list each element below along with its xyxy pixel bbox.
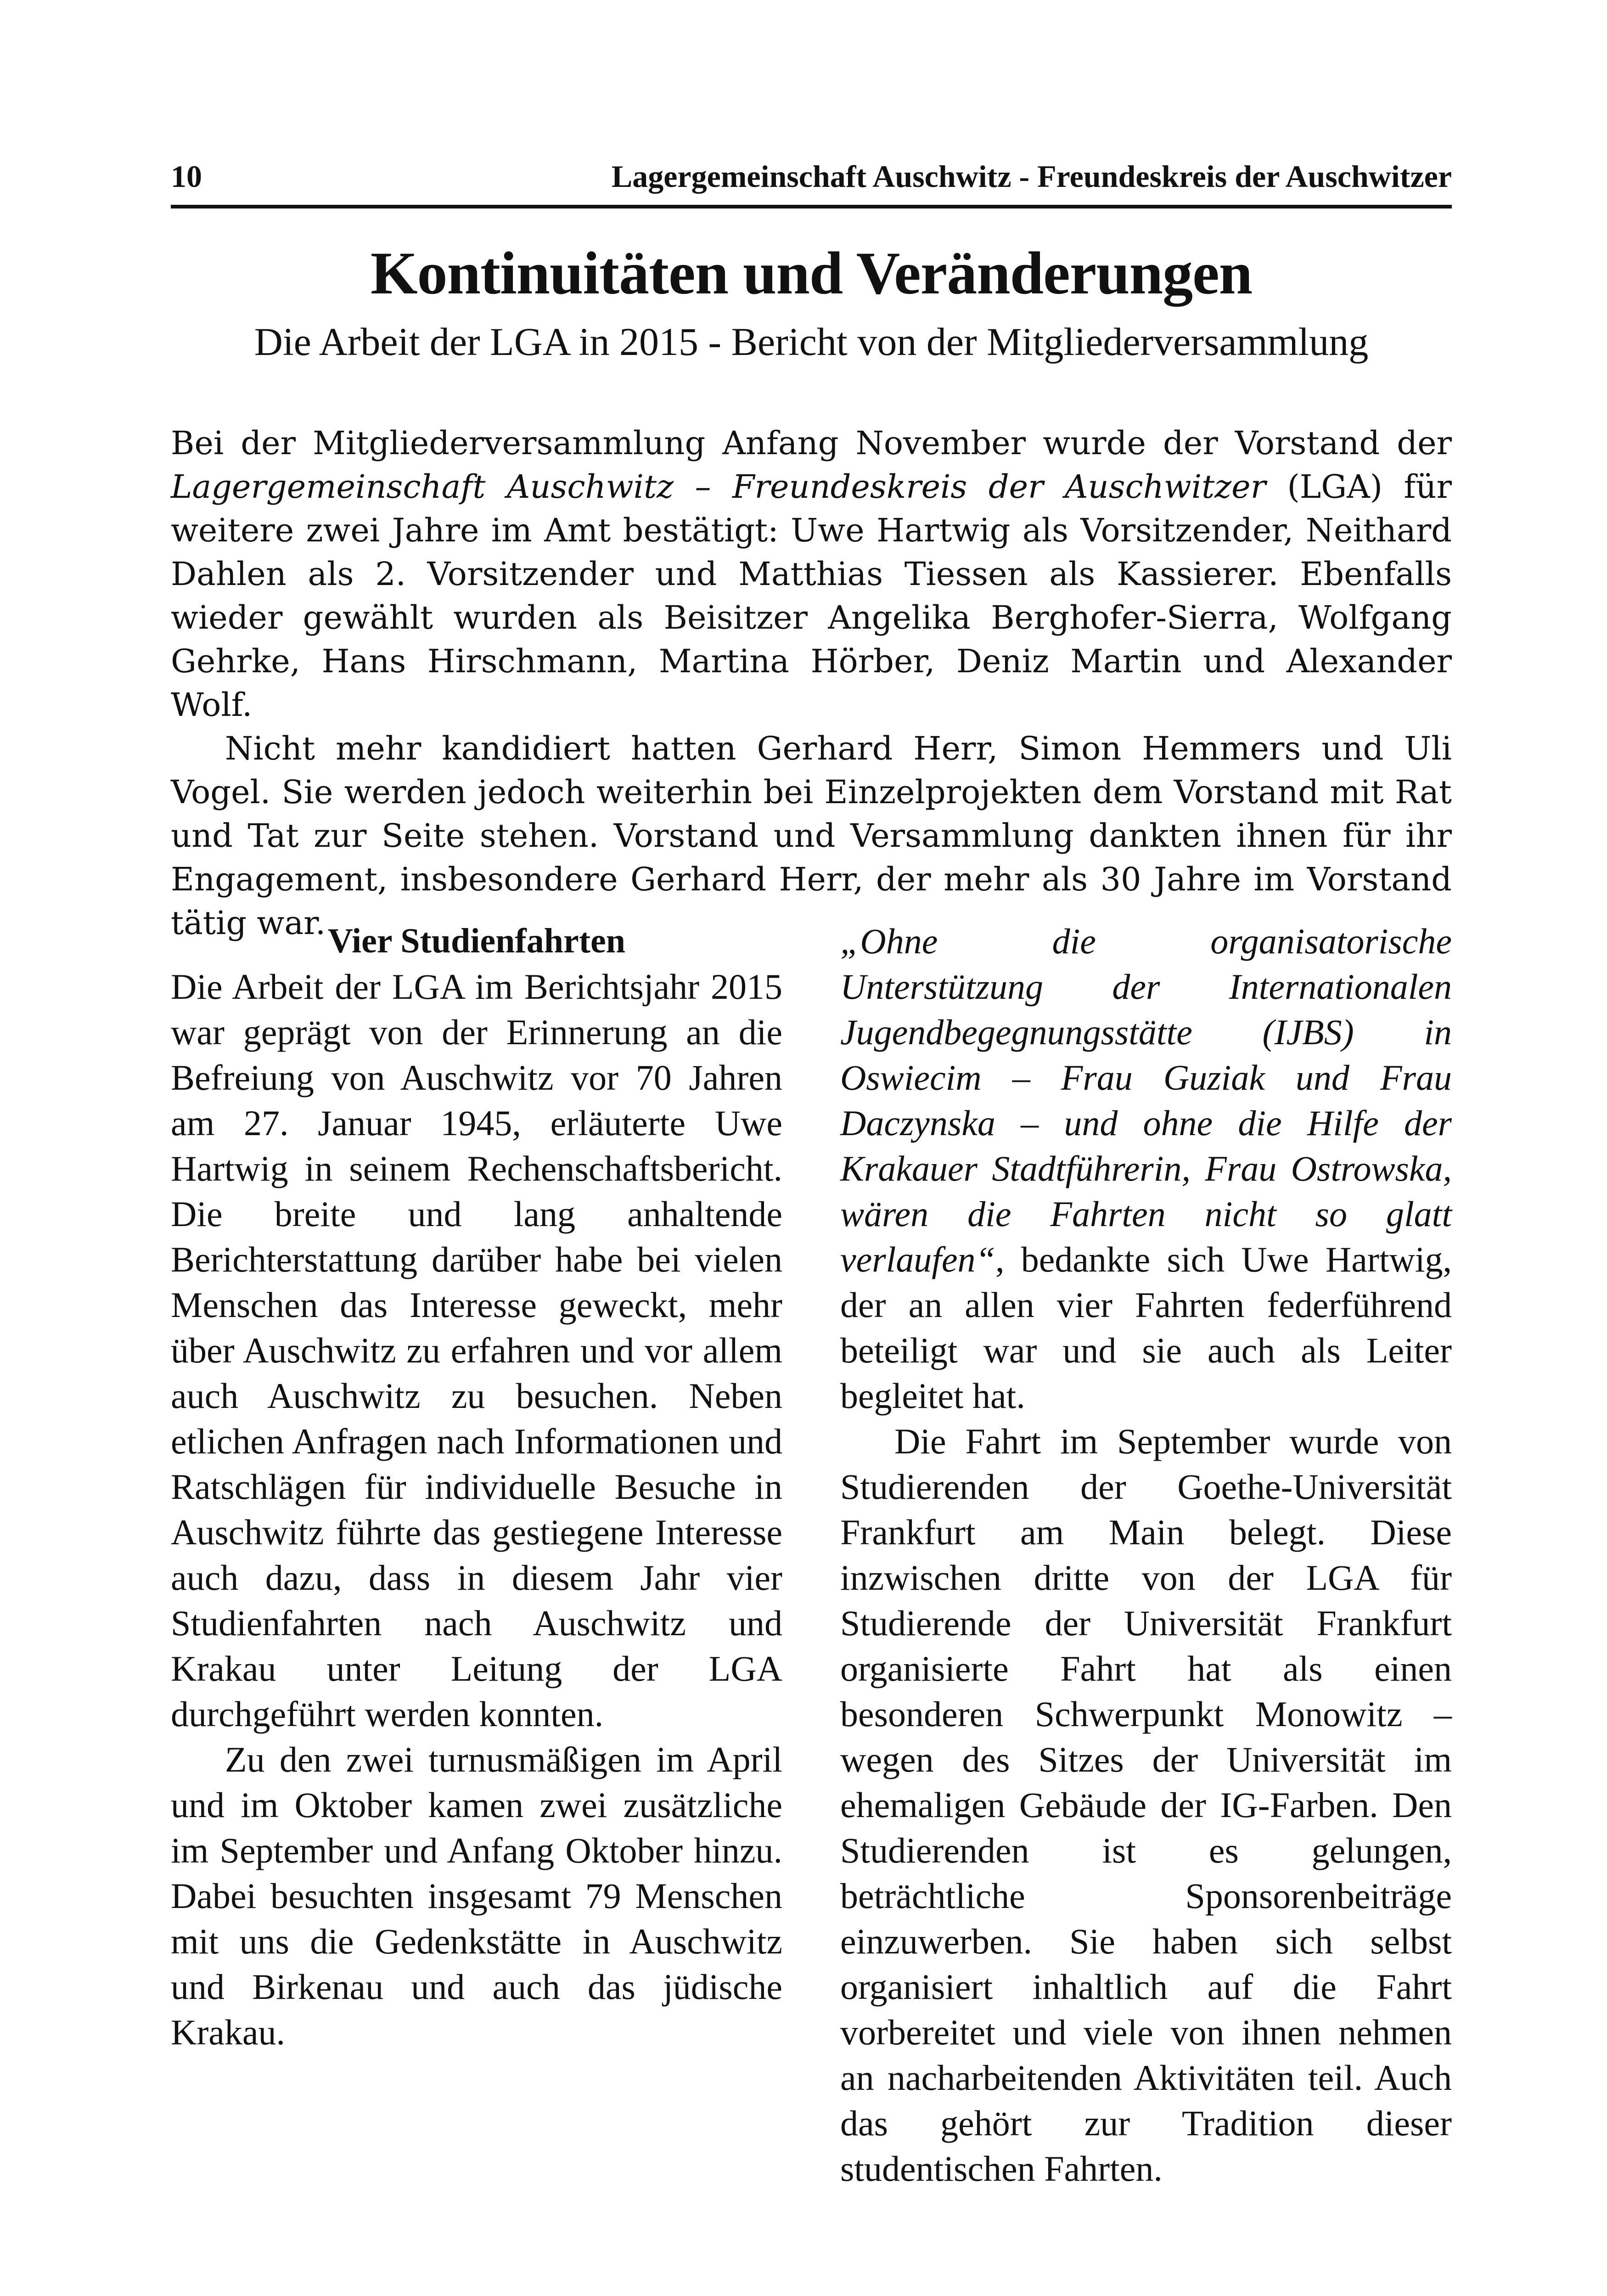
running-header: [171, 161, 1452, 192]
right-column: [840, 918, 1452, 2191]
lead-section: [171, 422, 1452, 945]
right-paragraph-2: Die Fahrt im September wurde von Studierenden der Goethe-Universität Frankfurt am Main belegt. Diese inzwischen dritte von der LGA für Studierende der Universität Frankfurt organisierte Fahrt hat als einen besonderen Schwerpunkt Monowitz – wegen des Sitzes der Universität im ehemaligen Gebäude der IG-Farben. Den Studierenden ist es gelungen, beträchtliche Sponsorenbeiträge einzuwerben. Sie haben sich selbst organisiert inhaltlich auf die Fahrt vorbereitet und viele von ihnen nehmen an nacharbeitenden Aktivitäten teil. Auch das gehört zur Tradition dieser studentischen Fahrten.: [840, 1421, 1452, 2189]
right-p1-rest: , bedankte sich Uwe Hartwig, der an allen vier Fahrten federführend beteiligt war und sie auch als Leiter begleitet hat.: [840, 1239, 1452, 1416]
lead-p1-text-b: (LGA) für weitere zwei Jahre im Amt bestätigt: Uwe Hartwig als Vorsitzender, Neithard Dahlen als 2. Vorsitzender und Matthias Tiessen als Kassierer. Ebenfalls wieder gewählt wurden als Beisitzer Angelika Berghofer-Sierra, Wolfgang Gehrke, Hans Hirschmann, Martina Hörber, Deniz Martin und Alexander Wolf.: [171, 468, 1452, 724]
quote-text: „Ohne die organisatorische Unterstützung der Internationalen Jugendbegegnungsstätte (IJBS) in Oswiecim – Frau Guziak und Frau Daczynska – und ohne die Hilfe der Krakauer Stadtführerin, Frau Ostrowska, wären die Fahrten nicht so glatt verlaufen“: [840, 921, 1452, 1279]
lead-p1-organization: Lagergemeinschaft Auschwitz – Freundeskreis der Auschwitzer: [171, 468, 1266, 506]
lead-paragraph-1: [171, 422, 1452, 727]
left-paragraph-1: Die Arbeit der LGA im Berichtsjahr 2015 war geprägt von der Erinnerung an die Befreiung von Auschwitz vor 70 Jahren am 27. Januar 1945, erläuterte Uwe Hartwig in seinem Rechenschaftsbericht. Die breite und lang anhaltende Berichterstattung darüber habe bei vielen Menschen das Interesse geweckt, mehr über Auschwitz zu erfahren und vor allem auch Auschwitz zu besuchen. Neben etlichen Anfragen nach Informationen und Ratschlägen für individuelle Besuche in Auschwitz führte das gestiegene Interesse auch dazu, dass in diesem Jahr vier Studienfahrten nach Auschwitz und Krakau unter Leitung der LGA durchgeführt werden konnten.: [171, 967, 782, 1734]
article-title: Kontinuitäten und Veränderungen: [370, 239, 1253, 307]
section-heading: Vier Studienfahrten: [327, 922, 626, 960]
lead-p1-text-a: Bei der Mitgliederversammlung Anfang November wurde der Vorstand der: [171, 424, 1452, 462]
left-paragraph-2: Zu den zwei turnusmäßigen im April und im Oktober kamen zwei zusätzliche im September und Anfang Oktober hinzu. Dabei besuchten insgesamt 79 Menschen mit uns die Gedenkstätte in Auschwitz und Birkenau und auch das jüdische Krakau.: [171, 1739, 782, 2052]
left-column: [171, 918, 782, 2055]
publication-name: Lagergemeinschaft Auschwitz - Freundeskreis der Auschwitzer: [611, 159, 1452, 194]
header-rule: [171, 205, 1452, 208]
page-number: 10: [171, 159, 202, 194]
lead-paragraph-2: Nicht mehr kandidiert hatten Gerhard Herr, Simon Hemmers und Uli Vogel. Sie werden jedoch weiterhin bei Einzelprojekten dem Vorstand mit Rat und Tat zur Seite stehen. Vorstand und Versammlung dankten ihnen für ihr Engagement, insbesondere Gerhard Herr, der mehr als 30 Jahre im Vorstand tätig war.: [171, 730, 1452, 942]
article-subtitle: Die Arbeit der LGA in 2015 - Bericht von der Mitgliederversammlung: [254, 320, 1369, 364]
right-paragraph-1: [840, 918, 1452, 1418]
